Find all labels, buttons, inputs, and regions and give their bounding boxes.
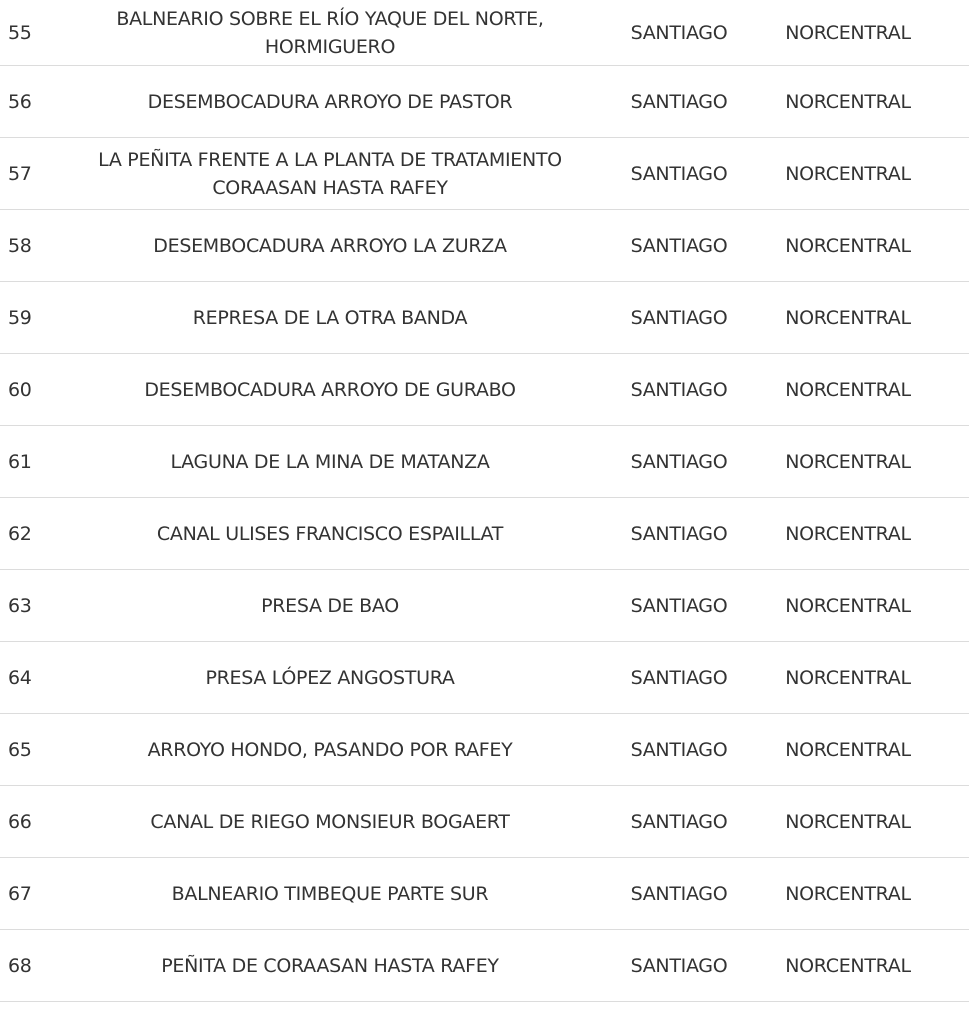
region-cell: NORCENTRAL	[785, 954, 911, 977]
table-row	[0, 930, 969, 1002]
location-name: BALNEARIO TIMBEQUE PARTE SUR	[171, 882, 489, 905]
province-cell: SANTIAGO	[630, 738, 728, 761]
region-cell: NORCENTRAL	[785, 90, 911, 113]
province-cell: SANTIAGO	[630, 306, 728, 329]
table-row	[0, 426, 969, 498]
table-row	[0, 642, 969, 714]
region-cell: NORCENTRAL	[785, 162, 911, 185]
row-number: 65	[8, 738, 32, 761]
row-number: 61	[8, 450, 32, 473]
table-row	[0, 570, 969, 642]
region-cell: NORCENTRAL	[785, 378, 911, 401]
row-number: 68	[8, 954, 32, 977]
region-cell: NORCENTRAL	[785, 594, 911, 617]
location-name: DESEMBOCADURA ARROYO LA ZURZA	[153, 234, 507, 257]
row-number: 64	[8, 666, 32, 689]
location-name: CANAL DE RIEGO MONSIEUR BOGAERT	[150, 810, 510, 833]
region-cell: NORCENTRAL	[785, 810, 911, 833]
row-number: 66	[8, 810, 32, 833]
province-cell: SANTIAGO	[630, 162, 728, 185]
location-name: REPRESA DE LA OTRA BANDA	[192, 306, 468, 329]
table-row	[0, 354, 969, 426]
region-cell: NORCENTRAL	[785, 738, 911, 761]
table-row	[0, 210, 969, 282]
region-cell: NORCENTRAL	[785, 306, 911, 329]
region-cell: NORCENTRAL	[785, 882, 911, 905]
table-row	[0, 138, 969, 210]
region-cell: NORCENTRAL	[785, 450, 911, 473]
region-cell: NORCENTRAL	[785, 21, 911, 44]
province-cell: SANTIAGO	[630, 90, 728, 113]
location-name: CANAL ULISES FRANCISCO ESPAILLAT	[156, 522, 504, 545]
location-name: PRESA DE BAO	[261, 594, 399, 617]
location-name: BALNEARIO SOBRE EL RÍO YAQUE DEL NORTE, HORMIGUERO	[116, 7, 544, 58]
location-name: PEÑITA DE CORAASAN HASTA RAFEY	[161, 954, 499, 977]
row-number: 56	[8, 90, 32, 113]
row-number: 63	[8, 594, 32, 617]
province-cell: SANTIAGO	[630, 666, 728, 689]
row-number: 57	[8, 162, 32, 185]
row-number: 58	[8, 234, 32, 257]
province-cell: SANTIAGO	[630, 378, 728, 401]
row-number: 60	[8, 378, 32, 401]
province-cell: SANTIAGO	[630, 810, 728, 833]
table-row	[0, 498, 969, 570]
location-name: DESEMBOCADURA ARROYO DE GURABO	[144, 378, 516, 401]
region-cell: NORCENTRAL	[785, 666, 911, 689]
location-name: LAGUNA DE LA MINA DE MATANZA	[170, 450, 490, 473]
row-number: 62	[8, 522, 32, 545]
province-cell: SANTIAGO	[630, 450, 728, 473]
table-row	[0, 0, 969, 66]
row-number: 67	[8, 882, 32, 905]
table-row	[0, 714, 969, 786]
province-cell: SANTIAGO	[630, 21, 728, 44]
province-cell: SANTIAGO	[630, 882, 728, 905]
province-cell: SANTIAGO	[630, 594, 728, 617]
location-name: PRESA LÓPEZ ANGOSTURA	[205, 666, 455, 689]
table-row	[0, 786, 969, 858]
location-name: LA PEÑITA FRENTE A LA PLANTA DE TRATAMIENTO CORAASAN HASTA RAFEY	[98, 148, 562, 199]
region-cell: NORCENTRAL	[785, 522, 911, 545]
table-row	[0, 282, 969, 354]
row-number: 55	[8, 21, 32, 44]
province-cell: SANTIAGO	[630, 522, 728, 545]
location-name: ARROYO HONDO, PASANDO POR RAFEY	[147, 738, 513, 761]
table-row	[0, 858, 969, 930]
table-row	[0, 66, 969, 138]
region-cell: NORCENTRAL	[785, 234, 911, 257]
location-name: DESEMBOCADURA ARROYO DE PASTOR	[147, 90, 513, 113]
row-number: 59	[8, 306, 32, 329]
province-cell: SANTIAGO	[630, 234, 728, 257]
province-cell: SANTIAGO	[630, 954, 728, 977]
